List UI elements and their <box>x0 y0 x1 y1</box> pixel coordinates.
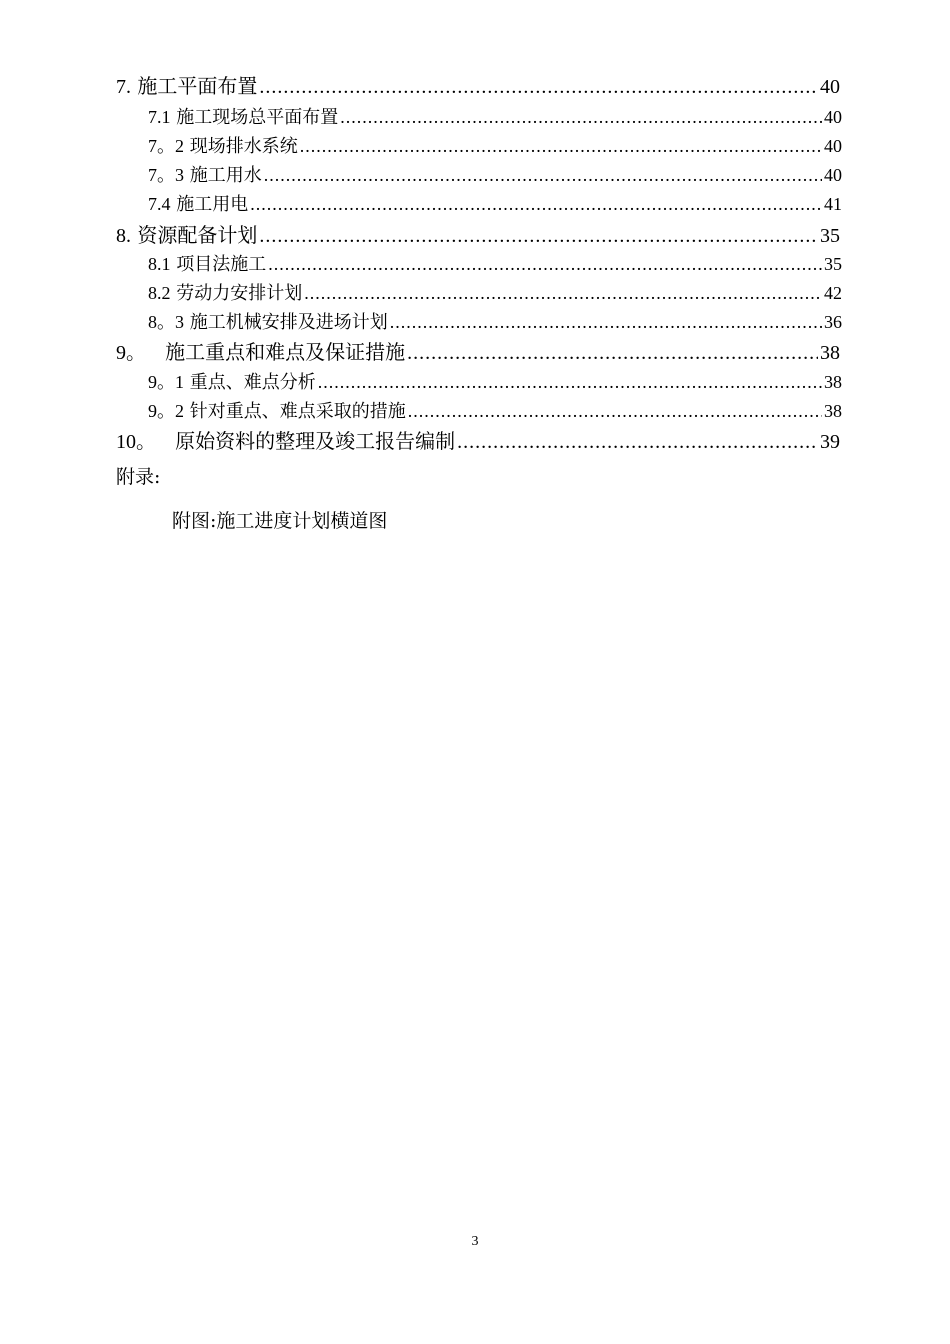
toc-entry-title: 资源配备计划 <box>137 223 258 247</box>
toc-entry-7-4[interactable] <box>148 195 842 214</box>
toc-entry-number: 7。2 <box>148 136 184 156</box>
toc-entry-title: 劳动力安排计划 <box>176 283 303 304</box>
table-of-contents <box>0 0 950 540</box>
toc-entry-title: 施工用电 <box>176 194 249 215</box>
toc-dot-leader <box>457 432 818 452</box>
toc-entry-8-2[interactable] <box>148 284 842 303</box>
toc-dot-leader <box>250 195 822 213</box>
toc-entry-page: 40 <box>824 107 842 127</box>
toc-entry-title: 施工机械安排及进场计划 <box>189 312 388 333</box>
toc-entry-page: 35 <box>824 254 842 274</box>
appendix-heading: 附录: <box>116 466 161 488</box>
toc-entry-9-1[interactable] <box>148 373 842 392</box>
toc-dot-leader <box>300 137 822 155</box>
toc-entry-page: 36 <box>824 312 842 332</box>
toc-entry-number: 8.2 <box>148 283 171 303</box>
toc-entry-number: 9。2 <box>148 401 184 421</box>
toc-dot-leader <box>259 77 818 97</box>
toc-entry-9[interactable] <box>116 342 840 363</box>
toc-entry-page: 39 <box>820 431 840 453</box>
toc-entry-number: 7。3 <box>148 165 184 185</box>
toc-entry-7-1[interactable] <box>148 108 842 127</box>
toc-dot-leader <box>264 166 822 184</box>
toc-entry-number: 8.1 <box>148 254 171 274</box>
toc-entry-title: 原始资料的整理及竣工报告编制 <box>175 429 456 453</box>
toc-entry-page: 42 <box>824 283 842 303</box>
toc-entry-8-1[interactable] <box>148 255 842 274</box>
appendix-item: 附图:施工进度计划横道图 <box>172 510 388 532</box>
toc-entry-page: 38 <box>824 372 842 392</box>
toc-entry-title: 施工平面布置 <box>137 74 258 98</box>
toc-entry-title: 项目法施工 <box>176 254 267 275</box>
toc-entry-number: 9。1 <box>148 372 184 392</box>
toc-entry-number: 8. <box>116 225 131 247</box>
toc-entry-9-2[interactable] <box>148 402 842 421</box>
toc-entry-page: 41 <box>824 194 842 214</box>
toc-entry-number: 7.4 <box>148 194 171 214</box>
toc-entry-number: 7. <box>116 76 131 98</box>
toc-entry-page: 40 <box>820 76 840 98</box>
toc-entry-title: 针对重点、难点采取的措施 <box>189 401 406 422</box>
toc-entry-number: 9。 <box>116 342 146 364</box>
toc-entry-8[interactable] <box>116 225 840 246</box>
toc-dot-leader <box>268 255 822 273</box>
toc-entry-title: 现场排水系统 <box>189 136 298 157</box>
toc-entry-page: 38 <box>824 401 842 421</box>
toc-dot-leader <box>259 226 818 246</box>
toc-entry-7-2[interactable] <box>148 137 842 156</box>
toc-entry-page: 35 <box>820 225 840 247</box>
toc-entry-7-3[interactable] <box>148 166 842 185</box>
toc-dot-leader <box>340 108 822 126</box>
toc-dot-leader <box>408 402 822 420</box>
toc-entry-title: 重点、难点分析 <box>189 372 316 393</box>
toc-entry-number: 8。3 <box>148 312 184 332</box>
toc-entry-title: 施工用水 <box>189 165 262 186</box>
toc-entry-title: 施工重点和难点及保证措施 <box>165 340 406 364</box>
toc-dot-leader <box>390 313 822 331</box>
toc-entry-8-3[interactable] <box>148 313 842 332</box>
page-number: 3 <box>471 1234 479 1249</box>
toc-dot-leader <box>407 343 818 363</box>
toc-entry-10[interactable] <box>116 431 840 452</box>
toc-entry-page: 40 <box>824 136 842 156</box>
toc-entry-title: 施工现场总平面布置 <box>176 107 339 128</box>
toc-entry-page: 40 <box>824 165 842 185</box>
toc-entry-number: 10。 <box>116 431 156 453</box>
toc-entry-7[interactable] <box>116 76 840 97</box>
toc-entry-page: 38 <box>820 342 840 364</box>
toc-dot-leader <box>318 373 822 391</box>
toc-entry-number: 7.1 <box>148 107 171 127</box>
toc-dot-leader <box>304 284 822 302</box>
